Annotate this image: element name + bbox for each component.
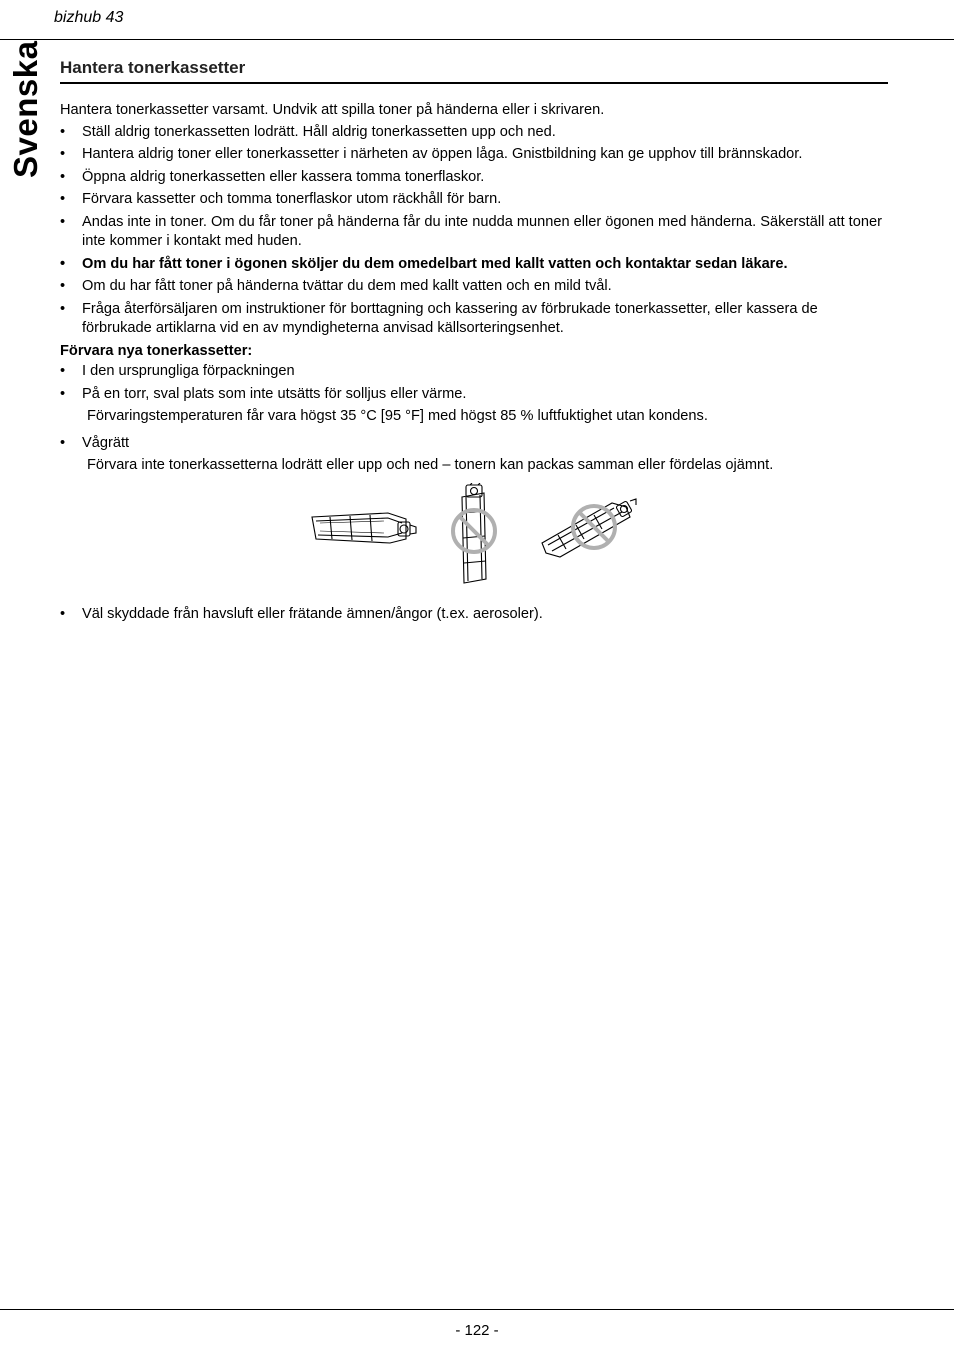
list-item: • Andas inte in toner. Om du får toner på händerna får du inte nudda munnen eller ögonen med händerna. Säkerställ att toner inte kommer i kontakt med huden. [60, 213, 888, 252]
intro-paragraph: Hantera tonerkassetter varsamt. Undvik att spilla toner på händerna eller i skrivaren. [60, 102, 605, 118]
list-item: • Om du har fått toner på händerna tvättar du dem med kallt vatten och en mild tvål. [60, 277, 888, 297]
storage-list [60, 362, 888, 404]
handling-list [60, 123, 888, 339]
storage-list-horizontal [60, 434, 888, 454]
list-item: • I den ursprungliga förpackningen [60, 362, 888, 382]
toner-cartridge-tilted-prohibited-icon [538, 495, 638, 561]
list-item: • Förvara kassetter och tomma tonerflaskor utom räckhåll för barn. [60, 190, 888, 210]
footer-divider [0, 1309, 954, 1310]
storage-list-protection [60, 605, 888, 625]
toner-cartridge-horizontal-icon [310, 509, 418, 549]
section-divider [60, 82, 888, 84]
list-item: • Öppna aldrig tonerkassetten eller kassera tomma tonerflaskor. [60, 168, 888, 188]
list-item: • Väl skyddade från havsluft eller frätande ämnen/ångor (t.ex. aerosoler). [60, 605, 888, 625]
list-item: • Ställ aldrig tonerkassetten lodrätt. Håll aldrig tonerkassetten upp och ned. [60, 123, 888, 143]
language-side-tab: Svenska [7, 40, 44, 178]
section-title: Hantera tonerkassetter [60, 58, 246, 77]
toner-cartridge-vertical-prohibited-icon [448, 483, 500, 587]
content-body [60, 101, 888, 627]
list-item: • Hantera aldrig toner eller tonerkassetter i närheten av öppen låga. Gnistbildning kan ge upphov till brännskador. [60, 145, 888, 165]
storage-heading: Förvara nya tonerkassetter: [60, 342, 253, 359]
header-product-name: bizhub 43 [54, 9, 124, 26]
cartridge-orientation-figure [60, 483, 888, 601]
list-item: • Vågrätt [60, 434, 888, 454]
list-item-warning: • Om du har fått toner i ögonen sköljer du dem omedelbart med kallt vatten och kontaktar sedan läkare. [60, 255, 888, 275]
storage-orientation-note: Förvara inte tonerkassetterna lodrätt eller upp och ned – tonern kan packas samman eller fördelas ojämnt. [87, 457, 774, 473]
list-item: • På en torr, sval plats som inte utsätts för solljus eller värme. [60, 385, 888, 405]
page-number: - 122 - [455, 1322, 499, 1339]
header-divider [0, 39, 954, 40]
list-item: • Fråga återförsäljaren om instruktioner för borttagning och kassering av förbrukade tonerkassetter, eller kassera de förbrukade artiklarna vid en av myndigheterna anvisad källsorteringsenhet. [60, 300, 888, 339]
storage-temperature-note: Förvaringstemperaturen får vara högst 35 °C [95 °F] med högst 85 % luftfuktighet utan kondens. [87, 408, 708, 424]
